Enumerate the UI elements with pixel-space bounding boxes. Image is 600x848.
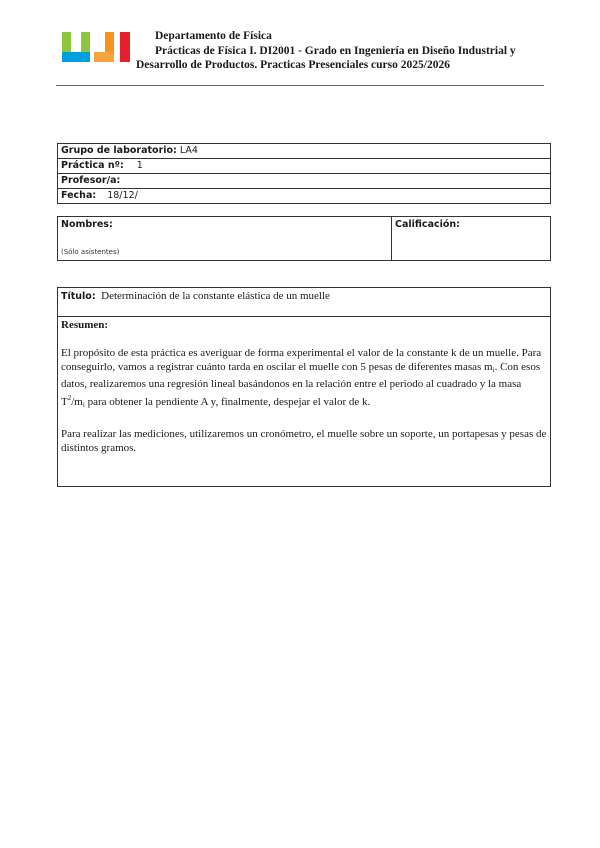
nombres-cell[interactable] [58,217,392,260]
names-table [57,216,551,261]
logo-j-top [105,32,114,52]
logo-u-right [81,32,90,52]
uji-logo [60,30,134,66]
fecha-row [58,189,550,203]
department-title: Departamento de Física [155,30,272,42]
resumen-paragraph-2: Para realizar las mediciones, utilizaremos un cronómetro, el muelle sobre un soporte, un portapesas y pesas de distintos gramos. [61,428,547,454]
titulo-row [58,288,550,317]
logo-u-bottom [62,52,90,62]
calificacion-label: Calificación: [395,219,460,230]
profesor-label: Profesor/a: [61,175,121,186]
resumen-label: Resumen: [61,319,109,331]
course-line-1: Prácticas de Física I. DI2001 - Grado en Ingeniería en Diseño Industrial y [155,44,516,57]
resumen-section [58,318,550,455]
practica-value[interactable]: 1 [136,160,143,171]
header-divider [56,85,544,86]
report-box [57,287,551,487]
nombres-label: Nombres: [61,219,113,230]
nombres-note: (Sólo asistentes) [61,248,120,256]
practica-row [58,159,550,174]
grupo-label: Grupo de laboratorio: [61,145,177,156]
practica-label: Práctica nº: [61,160,124,171]
grupo-value[interactable]: LA4 [179,145,198,156]
document-header [136,29,556,73]
logo-j-bottom [94,52,114,62]
fecha-label: Fecha: [61,190,97,201]
resumen-paragraph-1: El propósito de esta práctica es averiguar de forma experimental el valor de la constante k de un muelle. Para conseguirlo, vamos a registrar cuánto tarda en oscilar el muelle con 5 pesas de diferentes masas $m_i$. Con esos datos, realizaremos una regresión lineal basándonos en la relación entre el periodo al cuadrado y la masa $T^2/m_i$ para obtener la pendiente A y, finalmente, despejar el valor de k. [61,347,542,409]
fecha-value[interactable]: 18/12/ [107,190,138,201]
course-line-2: Desarrollo de Productos. Practicas Presenciales curso 2025/2026 [136,59,450,71]
logo-u-left [62,32,71,52]
lab-info-table [57,143,551,204]
logo-i [120,32,130,62]
titulo-value[interactable]: Determinación de la constante elástica de un muelle [101,290,330,302]
titulo-label: Título: [61,291,96,302]
profesor-row [58,174,550,189]
grupo-row [58,144,550,159]
